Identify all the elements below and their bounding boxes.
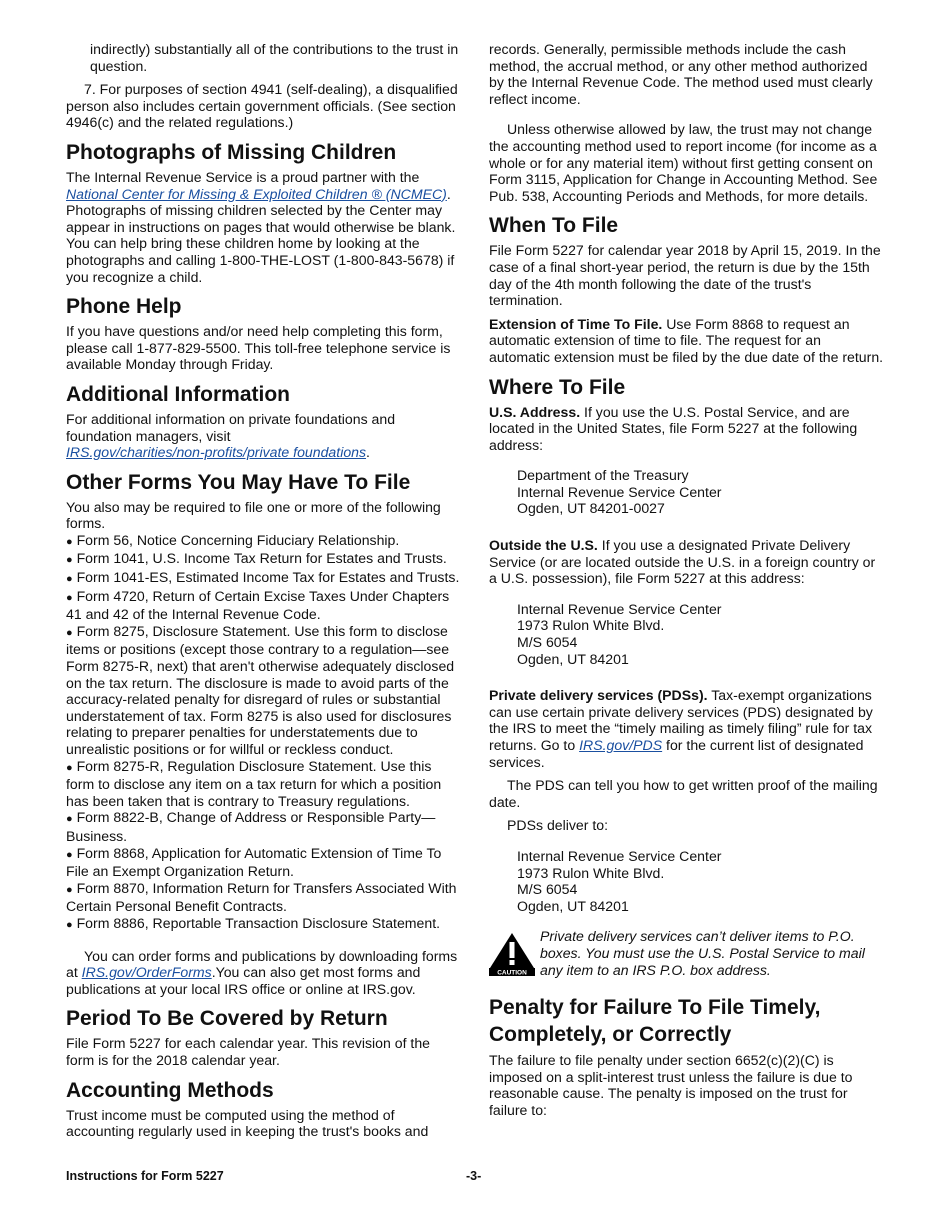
forms-list [66,532,462,934]
penalty-text: The failure to file penalty under section 6652(c)(2)(C) is imposed on a split-interest trust unless the failure is due to reasonable cause. The penalty is imposed on the trust for failure to: [489,1051,853,1118]
records-text: records. Generally, permissible methods include the cash method, the accrual method, or any other method authorized by the Internal Revenue Code. The method used must clearly reflect income. [489,41,873,107]
footer-title: Instructions for Form 5227 [66,1169,224,1183]
accounting-text: Trust income must be computed using the method of accounting regularly used in keeping the trust's books and [66,1106,429,1140]
address-line: M/S 6054 [517,881,578,898]
outside-us-label: Outside the U.S. [489,537,598,554]
list-item: ● Form 8868, Application for Automatic Extension of Time To File an Exempt Organization Return. [66,844,442,880]
extension-text: Extension of Time To File. Use Form 8868 to request an automatic extension of time to file. The request for an automatic extension must be filed by the due date of the return. [489,315,884,365]
list-item: ● Form 8870, Information Return for Transfers Associated With Certain Personal Benefit Contracts. [66,879,457,915]
pds-text: Private delivery services (PDSs). Tax-exempt organizations can use certain private delivery services (PDS) designated by the IRS to meet the “timely mailing as timely filing” rule for tax returns. Go to IRS.gov/PDS for the current list of designated services. [489,687,873,770]
address-line: Department of the Treasury [517,467,689,484]
us-address [517,467,884,517]
pds-address [517,848,884,914]
list-item: ● Form 8275, Disclosure Statement. Use this form to disclose items or positions (except those contrary to a regulation—see Form 8275-R, next) that aren't otherwise adequately disclosed on the tax return. The disclosure is made to avoid parts of the accuracy-related penalty for disregard of rules or substantial understatement of tax. Form 8275 is also used for disclosures relating to preparer penalties for understatements due to unrealistic positions or for willful or reckless conduct. [66,622,455,757]
other-forms-intro: You also may be required to file one or more of the following forms. [66,498,441,532]
extension-label: Extension of Time To File. [489,315,663,332]
list-item: ● Form 56, Notice Concerning Fiduciary Relationship. [66,531,400,548]
bullet-icon: ● [66,883,73,896]
address-line: 1973 Rulon White Blvd. [517,617,665,634]
heading-phone-help: Phone Help [66,295,182,319]
bullet-icon: ● [66,554,73,567]
ncmec-link[interactable]: National Center for Missing & Exploited Children ® (NCMEC) [66,185,447,202]
item-7: 7. For purposes of section 4941 (self-dealing), a disqualified person also includes certain government officials. (See section 4946(c) and the related regulations.) [66,81,458,131]
bullet-icon: ● [66,813,73,826]
pds-deliver-text: PDSs deliver to: [507,817,609,834]
heading-where-to-file: Where To File [489,375,626,399]
bullet-icon: ● [66,918,73,931]
page-number: -3- [466,1169,482,1183]
address-line: Ogden, UT 84201 [517,897,629,914]
heading-period: Period To Be Covered by Return [66,1007,388,1031]
outside-us-address [517,601,884,667]
unless-text: Unless otherwise allowed by law, the trust may not change the accounting method used to report income (for income as a whole or for any material item) without first getting consent on Form 3115, Application for Change in Accounting Method. See Pub. 538, Accounting Periods and Methods, for more details. [489,121,878,204]
heading-missing-children: Photographs of Missing Children [66,140,397,164]
address-line: Internal Revenue Service Center [517,600,722,617]
outside-us-text: Outside the U.S. If you use a designated Private Delivery Service (or are located outside the U.S. in a foreign country or a U.S. possession), file Form 5227 at this address: [489,537,876,587]
list-item: ● Form 8275-R, Regulation Disclosure Statement. Use this form to disclose any item on a tax return for which a position has been taken that is contrary to Treasury regulations. [66,757,442,809]
additional-info-text: For additional information on private foundations and foundation managers, visit IRS.gov/charities/non-profits/private foundations. [66,410,396,461]
bullet-icon: ● [66,848,73,861]
bullet-icon: ● [66,626,73,639]
private-foundations-link[interactable]: IRS.gov/charities/non-profits/private foundations [66,444,367,461]
pds-label: Private delivery services (PDSs). [489,687,708,704]
address-line: M/S 6054 [517,634,578,651]
pds-proof-text: The PDS can tell you how to get written proof of the mailing date. [489,777,878,810]
pds-link[interactable]: IRS.gov/PDS [579,737,663,753]
bullet-icon: ● [66,573,73,586]
when-to-file-text: File Form 5227 for calendar year 2018 by April 15, 2019. In the case of a final short-year period, the return is due by the 15th day of the 4th month following the date of the trust's termination. [489,242,881,309]
bullet-icon: ● [66,535,73,548]
caution-box [489,928,884,980]
period-text: File Form 5227 for each calendar year. This revision of the form is for the 2018 calendar year. [66,1035,431,1068]
phone-help-text: If you have questions and/or need help completing this form, please call 1-877-829-5500. This toll-free telephone service is available Monday through Friday. [66,323,451,373]
right-column [489,41,884,1125]
bullet-icon: ● [66,591,73,604]
heading-accounting-methods: Accounting Methods [66,1078,274,1102]
heading-when-to-file: When To File [489,214,619,238]
address-line: Internal Revenue Service Center [517,483,722,500]
bullet-icon: ● [66,761,73,774]
caution-text: Private delivery services can’t deliver items to P.O. boxes. You must use the U.S. Postal Service to mail any item to an IRS P.O. box address. [540,928,865,978]
list-item: ● Form 8822-B, Change of Address or Responsible Party—Business. [66,809,436,844]
left-column [66,41,462,1147]
continued-text: indirectly) substantially all of the contributions to the trust in question. [90,41,459,74]
heading-penalty: Penalty for Failure To File Timely, Completely, or Correctly [489,995,821,1046]
list-item: ● Form 4720, Return of Certain Excise Taxes Under Chapters 41 and 42 of the Internal Revenue Code. [66,587,450,623]
address-line: Ogden, UT 84201-0027 [517,500,665,517]
heading-additional-information: Additional Information [66,382,290,406]
caution-icon [489,932,535,980]
us-address-text: U.S. Address. If you use the U.S. Postal Service, and are located in the United States, file Form 5227 at the following address: [489,403,858,453]
list-item: ● Form 1041, U.S. Income Tax Return for Estates and Trusts. [66,550,447,567]
order-forms-text: You can order forms and publications by downloading forms at IRS.gov/OrderForms.You can also get most forms and publications at your local IRS office or online at IRS.gov. [66,947,458,997]
page-footer [66,1168,884,1185]
us-address-label: U.S. Address. [489,403,581,420]
address-line: 1973 Rulon White Blvd. [517,864,665,881]
missing-children-text: The Internal Revenue Service is a proud partner with the National Center for Missing & Exploited Children ® (NCMEC). Photographs of missing children selected by the Center may appear in instructions on pages that would otherwise be blank. You can help bring these children home by looking at the photographs and calling 1-800-THE-LOST (1-800-843-5678) if you recognize a child. [66,168,456,285]
address-line: Ogden, UT 84201 [517,650,629,667]
list-item: ● Form 8886, Reportable Transaction Disclosure Statement. [66,914,441,931]
order-forms-link[interactable]: IRS.gov/OrderForms [81,964,212,981]
heading-other-forms: Other Forms You May Have To File [66,470,411,494]
svg-text:CAUTION: CAUTION [497,969,527,977]
list-item: ● Form 1041-ES, Estimated Income Tax for Estates and Trusts. [66,569,460,586]
address-line: Internal Revenue Service Center [517,847,722,864]
